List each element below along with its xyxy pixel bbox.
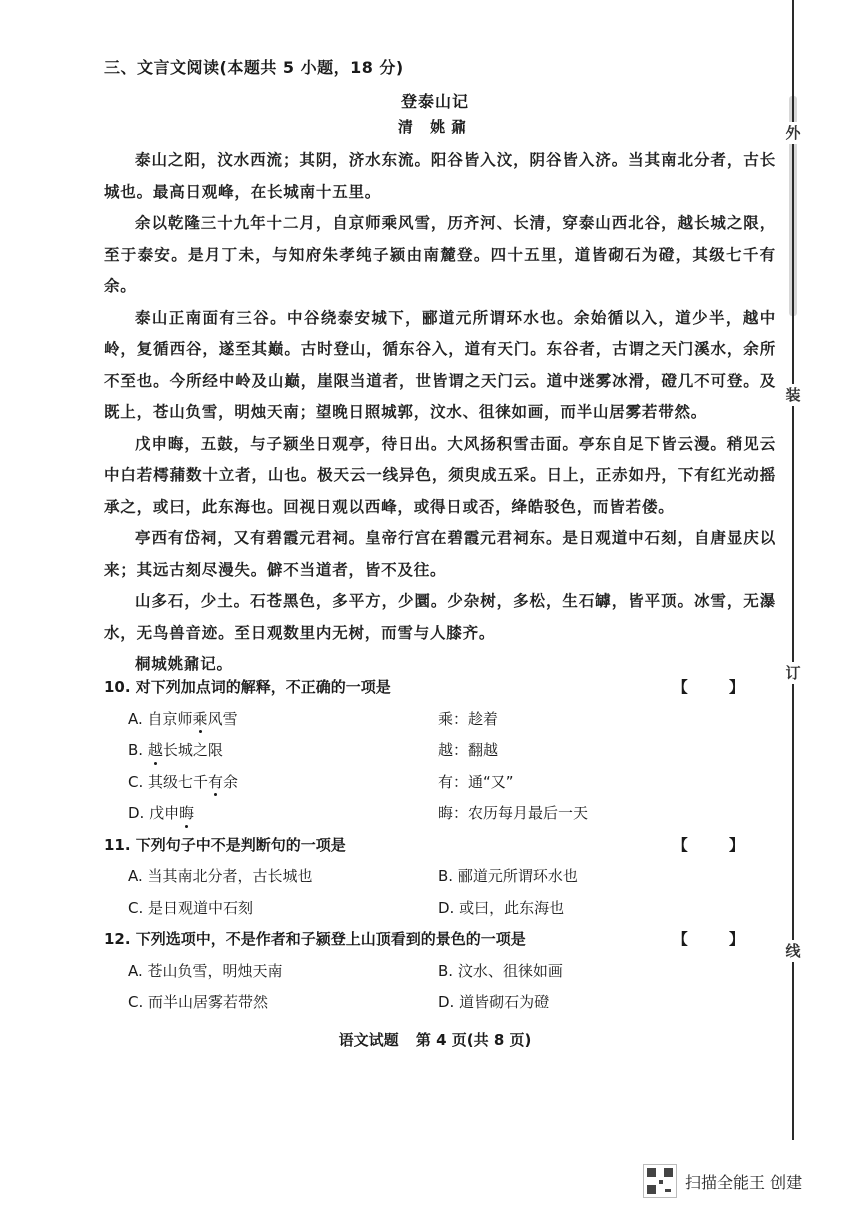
binding-mark-outer: 外 <box>780 122 806 144</box>
answer-bracket[interactable]: 【 】 <box>672 678 762 696</box>
binding-mark-seal: 订 <box>780 662 806 684</box>
question-11-options-row <box>104 893 784 925</box>
option-explanation: 有：通“又” <box>438 772 514 791</box>
question-10-stem <box>104 672 784 704</box>
essay-body <box>104 144 776 680</box>
question-12-option-c[interactable]: C. 而半山居雾若带然 <box>128 993 269 1011</box>
binding-line <box>792 0 794 1140</box>
essay-paragraph: 泰山之阳，汶水西流；其阴，济水东流。阳谷皆入汶，阴谷皆入济。当其南北分者，古长城也。最高日观峰，在长城南十五里。 <box>104 150 776 201</box>
option-text: B. <box>128 741 148 759</box>
option-text: 长城之限 <box>162 741 223 759</box>
qr-code-icon <box>643 1164 677 1198</box>
question-11-option-c[interactable]: C. 是日观道中石刻 <box>128 898 254 917</box>
question-list <box>104 672 784 1019</box>
dotted-word: 越 <box>148 735 163 767</box>
question-11-option-d[interactable]: D. 或曰，此东海也 <box>438 898 565 917</box>
essay-paragraph: 亭西有岱祠，又有碧霞元君祠。皇帝行宫在碧霞元君祠东。是日观道中石刻，自唐显庆以来；其远古刻尽漫失。僻不当道者，皆不及往。 <box>104 528 776 579</box>
dotted-word: 晦 <box>179 798 194 830</box>
option-text: 风雪 <box>207 709 238 728</box>
question-10-option-b[interactable] <box>104 735 784 767</box>
question-12-options-row <box>104 956 784 988</box>
essay-paragraph: 戊申晦，五鼓，与子颍坐日观亭，待日出。大风扬积雪击面。亭东自足下皆云漫。稍见云中白若樗蒱数十立者，山也。极天云一线异色，须臾成五采。日上，正赤如丹，下有红光动摇承之，或曰，此东海也。回视日观以西峰，或得日或否，绛皓驳色，而皆若偻。 <box>104 433 776 516</box>
binding-mark-line: 线 <box>780 940 806 962</box>
option-text: C. 其级七千 <box>128 772 209 791</box>
option-text: D. 戊申 <box>128 804 180 822</box>
essay-paragraph: 山多石，少土。石苍黑色，多平方，少圜。少杂树，多松，生石罅，皆平顶。冰雪，无瀑水，无鸟兽音迹。至日观数里内无树，而雪与人膝齐。 <box>104 591 776 642</box>
question-11-options-row <box>104 861 784 893</box>
essay-author: 清 姚鼐 <box>397 118 473 136</box>
question-12-option-a[interactable]: A. 苍山负雪，明烛天南 <box>128 961 283 980</box>
question-12-options-row <box>104 987 784 1019</box>
question-11-option-b[interactable]: B. 郦道元所谓环水也 <box>438 867 578 885</box>
dotted-word: 乘 <box>193 704 208 736</box>
footer-subject: 语文试题 <box>338 1031 399 1049</box>
question-10-option-a[interactable] <box>104 704 784 736</box>
scanner-watermark <box>643 1161 802 1201</box>
scanner-text: 扫描全能王 创建 <box>685 1172 803 1192</box>
essay-paragraph: 余以乾隆三十九年十二月，自京师乘风雪，历齐河、长清，穿泰山西北谷，越长城之限，至于泰安。是月丁未，与知府朱孝纯子颍由南麓登。四十五里，道皆砌石为磴，其级七千有余。 <box>104 213 776 295</box>
option-explanation: 乘：趁着 <box>438 709 499 728</box>
question-10-option-c[interactable] <box>104 767 784 799</box>
question-text: 12. 下列选项中，不是作者和子颍登上山顶看到的景色的一项是 <box>104 930 526 948</box>
question-12-stem <box>104 924 784 956</box>
option-explanation: 越：翻越 <box>438 741 499 759</box>
binding-mark-fold: 装 <box>780 384 806 406</box>
option-explanation: 晦：农历每月最后一天 <box>438 804 589 822</box>
question-12-option-b[interactable]: B. 汶水、徂徕如画 <box>438 961 563 980</box>
footer-page-number: 第 4 页(共 8 页) <box>415 1031 532 1049</box>
question-text: 10. 对下列加点词的解释，不正确的一项是 <box>104 678 391 696</box>
answer-bracket[interactable]: 【 】 <box>672 930 762 948</box>
question-text: 11. 下列句子中不是判断句的一项是 <box>104 835 346 854</box>
question-11-option-a[interactable]: A. 当其南北分者，古长城也 <box>128 867 313 885</box>
page-footer <box>0 1029 860 1050</box>
section-title: 三、文言文阅读(本题共 5 小题，18 分) <box>104 58 404 77</box>
option-text: A. 自京师 <box>128 709 193 728</box>
question-10-option-d[interactable] <box>104 798 784 830</box>
question-12-option-d[interactable]: D. 道皆砌石为磴 <box>438 993 550 1011</box>
essay-title: 登泰山记 <box>400 92 469 111</box>
essay-paragraph: 泰山正南面有三谷。中谷绕泰安城下，郦道元所谓环水也。余始循以入，道少半，越中岭，复循西谷，遂至其巅。古时登山，循东谷入，道有天门。东谷者，古谓之天门溪水，余所不至也。今所经中岭及山巅，崖限当道者，世皆谓之天门云。道中迷雾冰滑，磴几不可登。及既上，苍山负雪，明烛天南；望晚日照城郭，汶水、徂徕如画，而半山居雾若带然。 <box>104 307 776 421</box>
dotted-word: 有 <box>208 767 223 799</box>
option-text: 余 <box>223 772 239 791</box>
answer-bracket[interactable]: 【 】 <box>672 835 762 854</box>
question-11-stem <box>104 830 784 862</box>
essay-signature: 桐城姚鼐记。 <box>135 654 233 673</box>
